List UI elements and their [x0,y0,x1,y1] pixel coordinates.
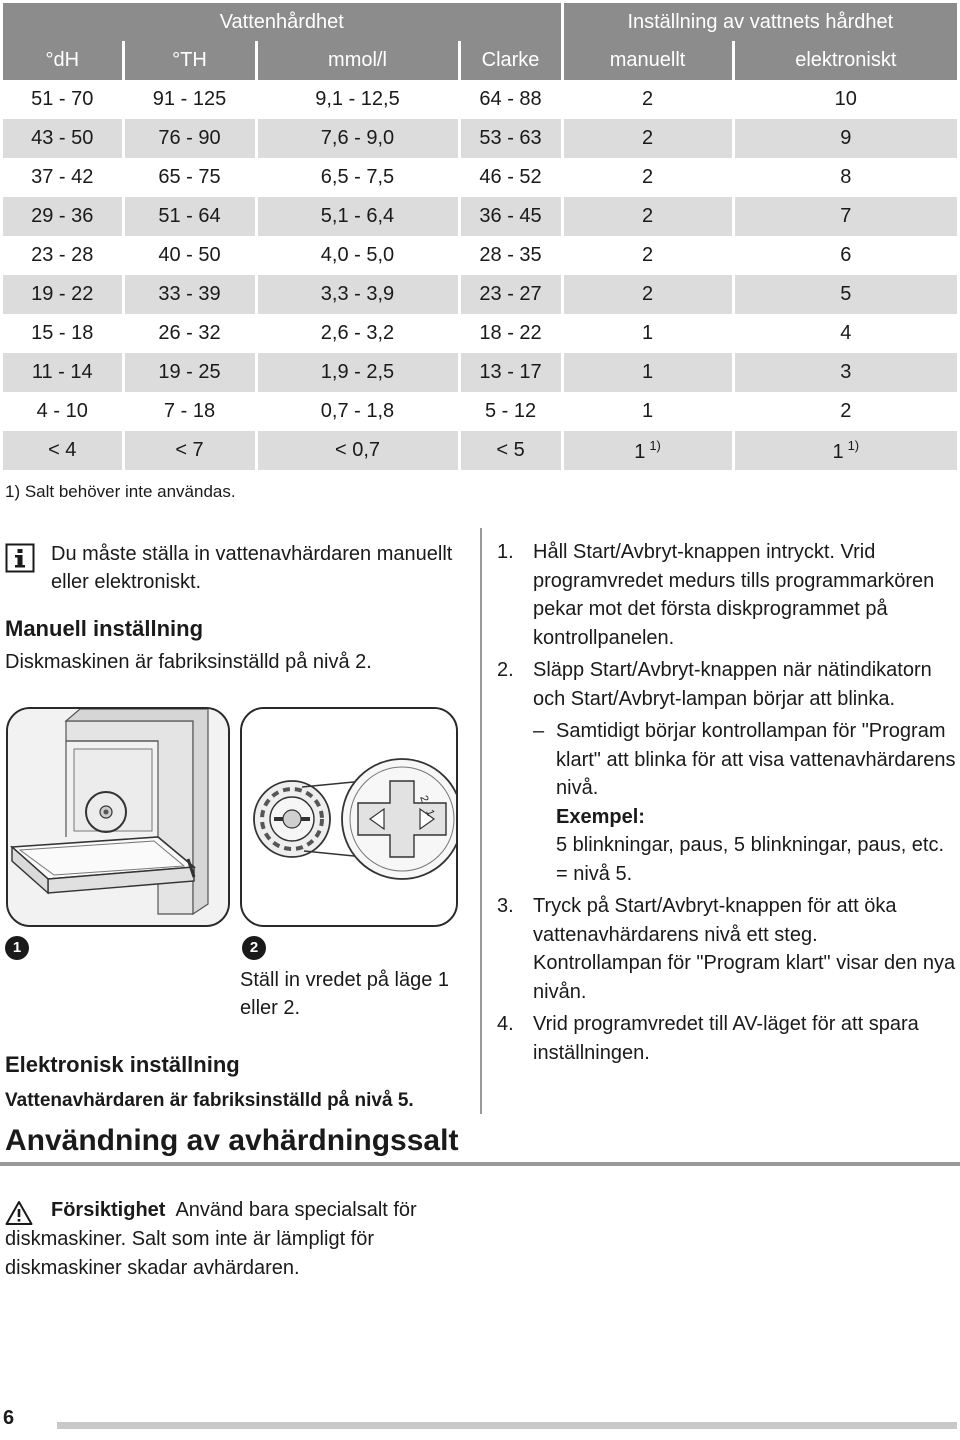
cell-value: 7,6 - 9,0 [320,127,395,149]
table-cell-th [123,119,256,158]
table-cell-clarke [459,392,562,431]
table-cell-mmol [256,236,459,275]
table-cell-mmol [256,119,459,158]
manual-setting-text: Diskmaskinen är fabriksinställd på nivå 2. [5,651,372,673]
table-row [3,236,957,275]
salt-dial-illustration [240,707,458,927]
table-cell-dh [3,158,123,197]
step-3-text: Tryck på Start/Avbryt-knappen för att öka vattenavhärdarens nivå ett steg. [533,895,897,946]
cell-value: 2 [641,127,654,149]
table-row [3,431,957,470]
caution-note [5,1196,435,1283]
step-3-text-2: Kontrollampan för "Program klart" visar den nya nivån. [533,952,956,1003]
table-footnote: 1) Salt behöver inte användas. [5,482,236,501]
cell-value: 2 [641,88,654,110]
table-cell-clarke [459,314,562,353]
table-column-header-row [3,41,957,80]
section-rule [0,1162,960,1166]
table-cell-mmol [256,197,459,236]
electronic-setting-text: Vattenavhärdaren är fabriksinställd på nivå 5. [5,1090,414,1111]
table-cell-th [123,392,256,431]
cell-value: 37 - 42 [31,166,94,188]
step-2-subitem-text: Samtidigt börjar kontrollampan för "Program klart" att blinka för att visa vattenavhärdarens nivå. [556,720,956,799]
table-cell-mmol [256,353,459,392]
cell-value: 23 - 28 [31,244,94,266]
cell-value: < 4 [48,439,77,461]
cell-value: 1,9 - 2,5 [320,361,395,383]
salt-dial-drawing [242,709,458,927]
table-cell-manual [562,353,733,392]
table-cell-electronic [733,275,957,314]
table-cell-dh [3,353,123,392]
table-cell-manual [562,275,733,314]
cell-value: 10 [834,88,857,110]
cell-value: 3,3 - 3,9 [320,283,395,305]
cell-value: 7 - 18 [163,400,216,422]
table-cell-electronic [733,314,957,353]
cell-value: 19 - 25 [158,361,221,383]
footnote-marker: 1) [649,437,661,453]
caution-body: Använd bara specialsalt för diskmaskiner. Salt som inte är lämpligt för diskmaskiner skadar avhärdaren. [5,1199,417,1279]
table-cell-dh [3,236,123,275]
step-2 [497,656,957,713]
figure-2-number-badge: 2 [242,936,266,960]
table-cell-clarke [459,119,562,158]
table-cell-mmol [256,80,459,119]
table-row [3,158,957,197]
cell-value: 7 [840,205,852,227]
column-divider [480,528,482,1114]
step-4-number: 4. [497,1013,514,1035]
cell-value: 1 [832,440,844,463]
table-cell-th [123,236,256,275]
cell-value: 9,1 - 12,5 [315,88,400,110]
cell-value: 6,5 - 7,5 [320,166,395,188]
column-header-dh: °dH [3,41,123,80]
table-cell-clarke [459,158,562,197]
electronic-setting-steps [497,538,957,1071]
cell-value: 6 [840,244,852,266]
table-cell-manual [562,119,733,158]
warning-icon [5,1200,33,1226]
dial-label-2: 2 [417,793,431,804]
step-3-number: 3. [497,895,514,917]
cell-value: 15 - 18 [31,322,94,344]
cell-value: < 0,7 [334,439,381,461]
cell-value: 4 - 10 [36,400,88,422]
table-cell-electronic [733,197,957,236]
table-cell-clarke [459,80,562,119]
example-text: 5 blinkningar, paus, 5 blinkningar, paus, etc. = nivå 5. [556,834,945,885]
cell-value: < 7 [175,439,204,461]
cell-value: 5 [840,283,852,305]
cell-value: 28 - 35 [479,244,542,266]
table-cell-dh [3,197,123,236]
cell-value: 29 - 36 [31,205,94,227]
table-cell-mmol [256,158,459,197]
table-cell-clarke [459,353,562,392]
step-4-text: Vrid programvredet till AV-läget för att spara inställningen. [533,1013,919,1064]
step-3 [497,892,957,1006]
dishwasher-illustration [6,707,230,927]
dial-label-1: 1 [423,807,437,818]
cell-value: 40 - 50 [158,244,221,266]
cell-value: 19 - 22 [31,283,94,305]
table-row [3,275,957,314]
table-cell-dh [3,275,123,314]
cell-value: 76 - 90 [158,127,221,149]
cell-value: 1 [641,322,654,344]
table-row [3,314,957,353]
table-cell-clarke [459,236,562,275]
table-cell-electronic [733,80,957,119]
caution-text [5,1196,435,1283]
table-cell-manual [562,158,733,197]
cell-value: 5,1 - 6,4 [320,205,395,227]
cell-value: 53 - 63 [479,127,542,149]
cell-value: 1 [634,440,646,463]
cell-value: 1 [641,400,654,422]
footnote-marker: 1) [847,437,860,453]
table-cell-th [123,275,256,314]
table-cell-electronic [733,431,957,470]
table-cell-manual [562,236,733,275]
cell-value: 36 - 45 [479,205,542,227]
table-cell-mmol [256,431,459,470]
table-cell-clarke [459,431,562,470]
table-cell-mmol [256,314,459,353]
table-cell-th [123,353,256,392]
column-header-manual: manuellt [562,41,733,80]
cell-value: 18 - 22 [479,322,542,344]
electronic-setting-heading: Elektronisk inställning [5,1052,240,1077]
cell-value: 2 [840,400,852,422]
column-header-th: °TH [123,41,256,80]
table-cell-clarke [459,275,562,314]
table-cell-electronic [733,392,957,431]
table-cell-clarke [459,197,562,236]
cell-value: 2 [641,244,654,266]
table-cell-th [123,158,256,197]
info-note [5,540,475,596]
cell-value: 0,7 - 1,8 [320,400,395,422]
cell-value: 13 - 17 [479,361,542,383]
step-1-number: 1. [497,541,514,563]
info-note-text: Du måste ställa in vattenavhärdaren manuellt eller elektroniskt. [51,543,453,593]
cell-value: 4 [840,322,852,344]
table-cell-th [123,314,256,353]
cell-value: 2 [641,205,654,227]
table-cell-mmol [256,275,459,314]
dishwasher-drawing [8,709,230,927]
step-2-number: 2. [497,659,514,681]
table-cell-manual [562,314,733,353]
cell-value: 9 [840,127,852,149]
table-cell-electronic [733,158,957,197]
table-cell-electronic [733,119,957,158]
table-cell-manual [562,197,733,236]
table-cell-th [123,197,256,236]
table-body [3,80,957,470]
table-cell-dh [3,314,123,353]
cell-value: 26 - 32 [158,322,221,344]
table-cell-manual [562,80,733,119]
cell-value: 2 [641,283,654,305]
column-header-clarke: Clarke [459,41,562,80]
cell-value: < 5 [496,439,525,461]
column-header-electronic: elektroniskt [733,41,957,80]
cell-value: 43 - 50 [31,127,94,149]
cell-value: 11 - 14 [31,361,93,383]
group-header-setting: Inställning av vattnets hårdhet [562,3,957,41]
step-2-subitem [497,717,957,888]
footer-rule [57,1422,957,1429]
table-row [3,197,957,236]
figure-2-caption: Ställ in vredet på läge 1 eller 2. [240,969,450,1019]
info-icon [5,543,35,573]
table-cell-dh [3,431,123,470]
table-cell-dh [3,80,123,119]
cell-value: 3 [840,361,852,383]
table-cell-manual [562,392,733,431]
subitem-dash: – [533,720,545,742]
cell-value: 2,6 - 3,2 [320,322,395,344]
cell-value: 64 - 88 [479,88,542,110]
table-cell-electronic [733,353,957,392]
cell-value: 1 [641,361,654,383]
table-row [3,119,957,158]
table-row [3,80,957,119]
cell-value: 23 - 27 [479,283,542,305]
table-cell-manual [562,431,733,470]
cell-value: 4,0 - 5,0 [320,244,395,266]
column-header-mmol: mmol/l [256,41,459,80]
table-cell-dh [3,119,123,158]
table-cell-th [123,80,256,119]
step-1 [497,538,957,652]
water-hardness-table [3,3,957,470]
cell-value: 33 - 39 [158,283,221,305]
caution-label: Försiktighet [51,1199,166,1221]
group-header-water-hardness: Vattenhårdhet [3,3,562,41]
table-cell-dh [3,392,123,431]
cell-value: 91 - 125 [152,88,227,110]
table-cell-th [123,431,256,470]
step-2-text: Släpp Start/Avbryt-knappen när nätindikatorn och Start/Avbryt-lampan börjar att blinka. [533,659,932,710]
figure-1-number-badge: 1 [5,936,29,960]
cell-value: 8 [840,166,852,188]
table-cell-electronic [733,236,957,275]
example-label: Exempel: [556,805,645,828]
step-4 [497,1010,957,1067]
cell-value: 5 - 12 [484,400,537,422]
cell-value: 51 - 70 [31,88,94,110]
page-number: 6 [3,1407,15,1429]
step-1-text: Håll Start/Avbryt-knappen intryckt. Vrid programvredet medurs tills programmarkören pekar mot det första diskprogrammet på kontrollpanelen. [533,541,935,649]
cell-value: 65 - 75 [158,166,221,188]
cell-value: 46 - 52 [479,166,542,188]
table-group-header-row [3,3,957,41]
table-row [3,392,957,431]
table-cell-mmol [256,392,459,431]
salt-section-heading: Användning av avhärdningssalt [5,1124,459,1157]
cell-value: 2 [641,166,654,188]
cell-value: 51 - 64 [158,205,221,227]
manual-setting-heading: Manuell inställning [5,616,204,641]
table-row [3,353,957,392]
